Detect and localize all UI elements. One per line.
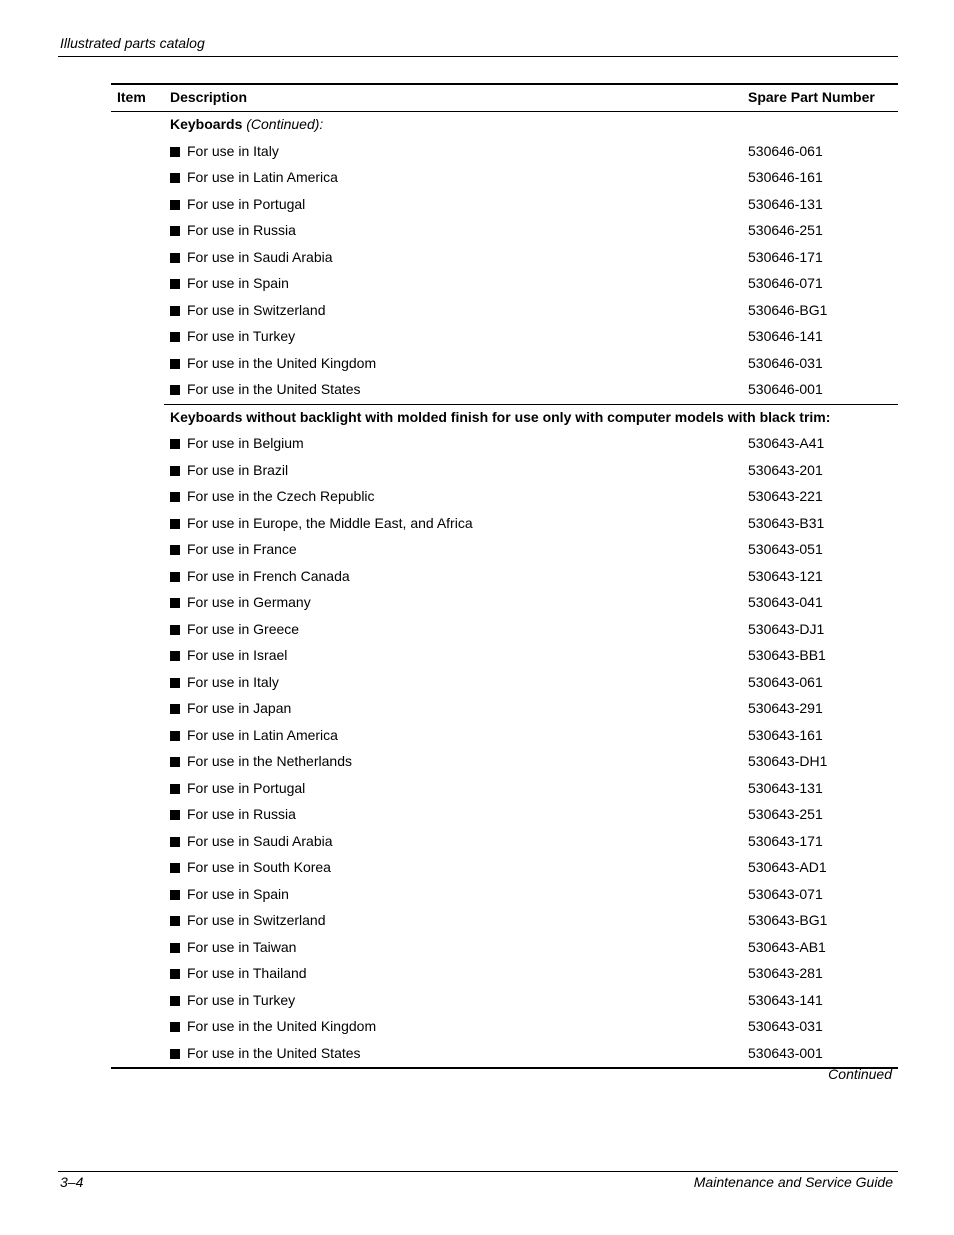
row-part-number: 530643-051 [748,541,823,557]
row-description-text: For use in Israel [187,647,288,663]
row-description-text: For use in Italy [187,673,279,690]
row-description [170,462,288,478]
table-row [111,1014,898,1041]
square-bullet-icon [170,625,180,635]
row-description-text: For use in the United Kingdom [187,354,377,371]
square-bullet-icon [170,943,180,953]
square-bullet-icon [170,226,180,236]
row-description [170,541,297,557]
row-description [170,621,299,637]
row-group-keyboards-without-backlight [111,431,898,1067]
square-bullet-icon [170,466,180,476]
square-bullet-icon [170,810,180,820]
square-bullet-icon [170,731,180,741]
table-row [111,670,898,697]
square-bullet-icon [170,598,180,608]
row-description [170,806,296,822]
row-description [170,965,307,981]
square-bullet-icon [170,1049,180,1059]
row-description [170,886,289,902]
row-description-text: For use in Saudi Arabia [187,248,333,265]
row-description-text: For use in South Korea [187,859,331,875]
table-row [111,935,898,962]
row-description-text: For use in Portugal [187,195,306,212]
row-description-text: For use in Saudi Arabia [187,832,333,849]
section-title: Keyboards [170,116,243,132]
square-bullet-icon [170,863,180,873]
row-description-text: For use in the United States [187,381,361,397]
row-description [170,647,287,663]
section-heading-keyboards-continued [111,112,898,139]
row-part-number: 530643-221 [748,488,823,504]
row-part-number: 530646-251 [748,222,823,238]
section-title: Keyboards without backlight with molded finish for use only with computer models with black trim: [170,408,831,425]
square-bullet-icon [170,890,180,900]
row-description [170,674,279,690]
row-description-text: For use in the Czech Republic [187,488,375,504]
row-description-text: For use in Russia [187,222,296,238]
row-part-number: 530646-071 [748,275,823,291]
row-description [170,939,296,955]
table-row [111,882,898,909]
square-bullet-icon [170,916,180,926]
table-row [111,617,898,644]
row-description [170,568,350,584]
square-bullet-icon [170,385,180,395]
row-description [170,1045,361,1061]
row-description-text: For use in Turkey [187,328,296,344]
section-continued-note: (Continued): [246,116,324,132]
table-row [111,643,898,670]
row-description-text: For use in French Canada [187,567,350,584]
row-part-number: 530646-161 [748,169,823,185]
square-bullet-icon [170,519,180,529]
table-row [111,431,898,458]
table-row [111,537,898,564]
row-description [170,302,326,318]
row-part-number: 530646-061 [748,142,823,159]
square-bullet-icon [170,757,180,767]
row-description [170,196,305,212]
row-part-number: 530643-071 [748,885,823,902]
table-row [111,723,898,750]
table-row [111,1041,898,1068]
section-heading-keyboards-without-backlight [164,404,898,432]
row-description [170,488,375,504]
table-row [111,855,898,882]
row-part-number: 530646-141 [748,328,823,344]
row-part-number: 530643-DJ1 [748,620,825,637]
square-bullet-icon [170,572,180,582]
row-description-text: For use in Spain [187,885,289,902]
running-header-title: Illustrated parts catalog [60,35,205,51]
table-row [111,218,898,245]
table-bottom-rule [111,1067,898,1069]
row-description-text: For use in Japan [187,700,292,716]
continued-note: Continued [828,1066,892,1082]
square-bullet-icon [170,147,180,157]
row-description [170,727,338,743]
row-description [170,753,352,769]
square-bullet-icon [170,651,180,661]
table-row [111,511,898,538]
footer-rule [58,1171,898,1172]
square-bullet-icon [170,200,180,210]
row-part-number: 530646-BG1 [748,301,828,318]
table-row [111,802,898,829]
row-part-number: 530646-171 [748,248,823,265]
row-part-number: 530643-A41 [748,435,825,451]
row-part-number: 530643-201 [748,461,823,478]
row-description [170,700,291,716]
row-description [170,435,304,451]
table-row [111,988,898,1015]
row-part-number: 530643-BB1 [748,647,826,663]
row-part-number: 530643-001 [748,1044,823,1061]
row-description-text: For use in the Netherlands [187,753,352,769]
square-bullet-icon [170,253,180,263]
table-row [111,139,898,166]
row-description [170,912,326,928]
row-part-number: 530646-131 [748,195,823,212]
row-description [170,833,333,849]
table-row [111,564,898,591]
table-row [111,590,898,617]
parts-table [111,83,898,1069]
table-row [111,908,898,935]
row-description-text: For use in Latin America [187,726,338,743]
square-bullet-icon [170,678,180,688]
row-part-number: 530643-281 [748,965,823,981]
square-bullet-icon [170,837,180,847]
row-description [170,169,338,185]
row-description [170,992,295,1008]
row-description-text: For use in Latin America [187,169,338,185]
table-row [111,484,898,511]
column-header-description: Description [170,89,248,105]
square-bullet-icon [170,784,180,794]
table-row [111,696,898,723]
row-description-text: For use in the United States [187,1044,361,1061]
row-part-number: 530643-DH1 [748,753,828,769]
row-part-number: 530643-141 [748,991,823,1008]
row-description [170,275,289,291]
table-row [111,351,898,378]
row-description [170,1018,376,1034]
row-description-text: For use in Italy [187,142,279,159]
table-row [111,776,898,803]
row-description-text: For use in Russia [187,806,296,822]
row-part-number: 530643-121 [748,567,823,584]
row-part-number: 530643-291 [748,700,823,716]
row-description-text: For use in Switzerland [187,301,326,318]
row-part-number: 530643-251 [748,806,823,822]
row-part-number: 530643-171 [748,832,823,849]
row-part-number: 530643-AD1 [748,859,827,875]
row-description-text: For use in Europe, the Middle East, and Africa [187,514,473,531]
row-part-number: 530643-131 [748,779,823,796]
square-bullet-icon [170,439,180,449]
square-bullet-icon [170,1022,180,1032]
row-description-text: For use in Spain [187,275,289,291]
row-part-number: 530643-BG1 [748,912,828,928]
row-description [170,222,296,238]
square-bullet-icon [170,306,180,316]
row-description [170,249,333,265]
table-row [111,829,898,856]
row-part-number: 530646-001 [748,381,823,397]
square-bullet-icon [170,359,180,369]
row-part-number: 530643-AB1 [748,938,826,955]
row-description [170,328,295,344]
row-description-text: For use in Brazil [187,461,289,478]
row-group-keyboards [111,139,898,404]
row-description-text: For use in Greece [187,620,300,637]
row-description-text: For use in Turkey [187,991,296,1008]
table-row [111,961,898,988]
square-bullet-icon [170,173,180,183]
square-bullet-icon [170,969,180,979]
row-description [170,859,331,875]
row-description-text: For use in Belgium [187,435,304,451]
row-part-number: 530643-B31 [748,514,825,531]
table-header-row [111,85,898,112]
table-row [111,749,898,776]
column-header-part-number: Spare Part Number [748,89,875,105]
row-part-number: 530646-031 [748,354,823,371]
row-description [170,780,305,796]
square-bullet-icon [170,704,180,714]
square-bullet-icon [170,545,180,555]
row-description-text: For use in Portugal [187,779,306,796]
row-description-text: For use in Switzerland [187,912,326,928]
row-part-number: 530643-041 [748,594,823,610]
row-description [170,594,311,610]
table-row [111,377,898,404]
row-description [170,355,376,371]
row-part-number: 530643-161 [748,726,823,743]
table-row [111,458,898,485]
row-description-text: For use in France [187,541,297,557]
column-header-item: Item [117,89,146,105]
header-rule [58,56,898,57]
footer-guide-title: Maintenance and Service Guide [693,1174,893,1190]
table-row [111,245,898,272]
table-row [111,298,898,325]
table-row [111,165,898,192]
row-description [170,515,473,531]
row-description-text: For use in Taiwan [187,938,297,955]
row-part-number: 530643-031 [748,1018,823,1034]
row-part-number: 530643-061 [748,673,823,690]
row-description [170,381,361,397]
square-bullet-icon [170,996,180,1006]
row-description-text: For use in Germany [187,594,311,610]
square-bullet-icon [170,492,180,502]
table-row [111,192,898,219]
table-row [111,271,898,298]
page-number: 3–4 [60,1174,84,1190]
square-bullet-icon [170,332,180,342]
row-description-text: For use in the United Kingdom [187,1018,377,1034]
row-description [170,143,279,159]
row-description-text: For use in Thailand [187,965,307,981]
square-bullet-icon [170,279,180,289]
table-row [111,324,898,351]
